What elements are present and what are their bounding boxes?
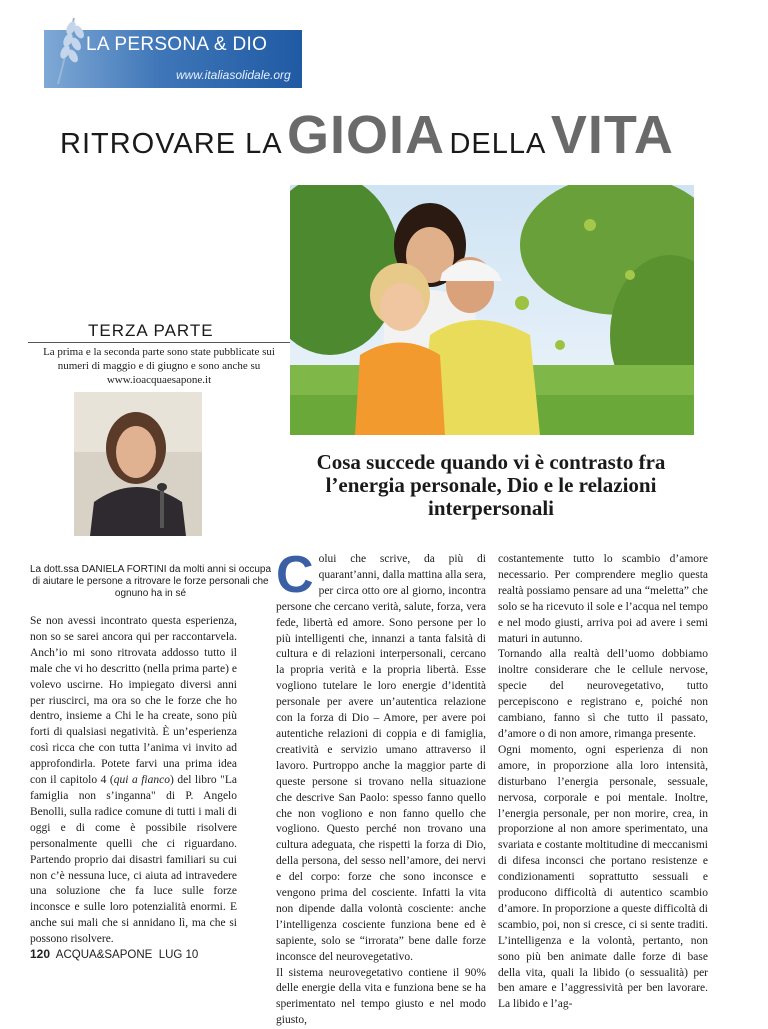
body-column-3 [498,552,708,1013]
family-photo [290,185,694,435]
wheat-ear-icon [44,14,90,88]
divider [28,342,290,343]
title-part-3: DELLA [449,128,547,160]
portrait-caption: La dott.ssa DANIELA FORTINI da molti anni si occupa di aiutare le persone a ritrovare le forze personali che ognuno ha in sé [29,564,272,599]
author-portrait [74,392,202,536]
column-2-paragraph-1: Colui che scrive, da più di quarant’anni, dalla mattina alla sera, per circa otto ore al giorno, incontra persone che cercano verità, salute, forza, vera fede, libertà ed amore. Sono persone per lo più intelligenti che, innanzi a tanta falsità di cultura e di relazioni interpersonali, cercano la propria verità e la propria libertà. Esse vogliono tutelare le loro energie d’identità personale per avere un’autentica relazione con la forza di Dio – Amore, per avere poi autentiche relazioni di coppia e di famiglia, creatività e servizio umano attraverso il lavoro. Purtroppo anche la maggior parte di queste persone si trovano nella situazione che descrive San Paolo: spesso fanno quello che non vogliono e non fanno quello che vogliono. Questo perché non trovano una cultura adeguata, che rispetti la forza di Dio, della persona, del sesso nell’amore, dei nervi e del corpo: forze che sono inconsce e vengono prima del cosciente. Infatti la vita non dipende dalla volontà cosciente: anche l’intelligenza cosciente funziona bene ed è sapiente, solo se “irrorata” bene dalle forze inconsce del neurovegetativo. [276,546,486,963]
column-3-paragraph-3: Ogni momento, ogni esperienza di non amore, in proporzione alla loro intensità, disturbano l’energia personale, sessuale, nervosa, corporale e poi mentale. Inoltre, l’energia personale, per non morire, crea, in proporzione al non amore sperimentato, una svariata e costante moltitudine di meccanismi di difesa inconsci che portano resistenze e condizionamenti soprattutto sessuali e producono difficoltà di autentico scambio d’amore. In proporzione a queste difficoltà di scambio, poi, non si cresce, ci si sente traditi. L’intelligenza e la volontà, pertanto, non sono più ben animate dalle forze di base della vita, quali la libido (o sessualità) per ben amare e l’aggressività per ben lavorare. La libido e l’ag- [498,743,708,1011]
column-3-paragraph-2: Tornando alla realtà dell’uomo dobbiamo inoltre considerare che le cellule nervose, specie del neurovegetativo, tutto percepiscono e registrano e, poiché non cambiano, fanno sì che tutto il passato, d’amore o di non amore, rimanga presente. [498,648,708,740]
issue-date: LUG 10 [158,949,199,961]
column-3-paragraph-1: costantemente tutto lo scambio d’amore necessario. Per comprendere meglio questa realtà possiamo pensare ad una “meletta” che solo se ha ricevuto il sole e l’acqua nel tempo e nel modo giusti, arriva poi ad avere i semi maturi in autunno. [498,553,708,645]
page-number: 120 [30,947,51,961]
section-title: LA PERSONA & DIO [86,34,268,55]
magazine-name: ACQUA&SAPONE [55,949,153,961]
italic-aside: qui a fianco [113,774,170,787]
part-note: La prima e la seconda parte sono state pubblicate sui numeri di maggio e di giugno e sono anche su www.ioacquaesapone.it [43,346,275,386]
title-part-1: RITROVARE LA [60,128,283,160]
part-label: TERZA PARTE [88,321,214,340]
page-footer [30,947,198,961]
title-part-2: GIOIA [287,105,446,165]
title-part-4: VITA [550,105,674,165]
body-column-2 [276,546,486,1029]
body-column-1 [30,614,237,948]
article-title [60,104,710,184]
article-headline: Cosa succede quando vi è contrasto fra l’energia personale, Dio e le relazioni interpersonali [316,450,666,520]
column-1-paragraph: Se non avessi incontrato questa esperienza, non so se sarei ancora qui per raccontarvela. Anch’io mi sono ritrovata addosso tutto il male che vi ho descritto (nella prima parte) e volevo uscirne. Ho impiegato diversi anni per riuscirci, ma ora so che le forze che ho dentro, insieme a Chi le ha create, sono più forti di qualsiasi negatività. È un’esperienza così ricca che con tutta l’anima vi invito ad approfondirla. Potete farvi una prima idea con il capitolo 4 (qui a fianco) del libro "La famiglia non s’inganna" di P. Angelo Benolli, sulla radice comune di tutti i mali di oggi e di come è possibile risolvere personalmente quelli che ci riguardano. Partendo proprio dai disastri familiari su cui non c’è nessuna luce, ci aiuta ad intravedere una soluzione che fa luce sulle forze inconsce e sulle loro potenzialità enormi. E anche sui mali che si annidano lì, ma che si possono risolvere. [30,615,237,946]
section-url: www.italiasolidale.org [176,68,291,82]
column-2-paragraph-2: Il sistema neurovegetativo contiene il 90% delle energie della vita e funziona bene se ha sperimentato nel tempo giusto e nel modo giusto, [276,966,486,1027]
drop-cap: C [276,546,314,604]
